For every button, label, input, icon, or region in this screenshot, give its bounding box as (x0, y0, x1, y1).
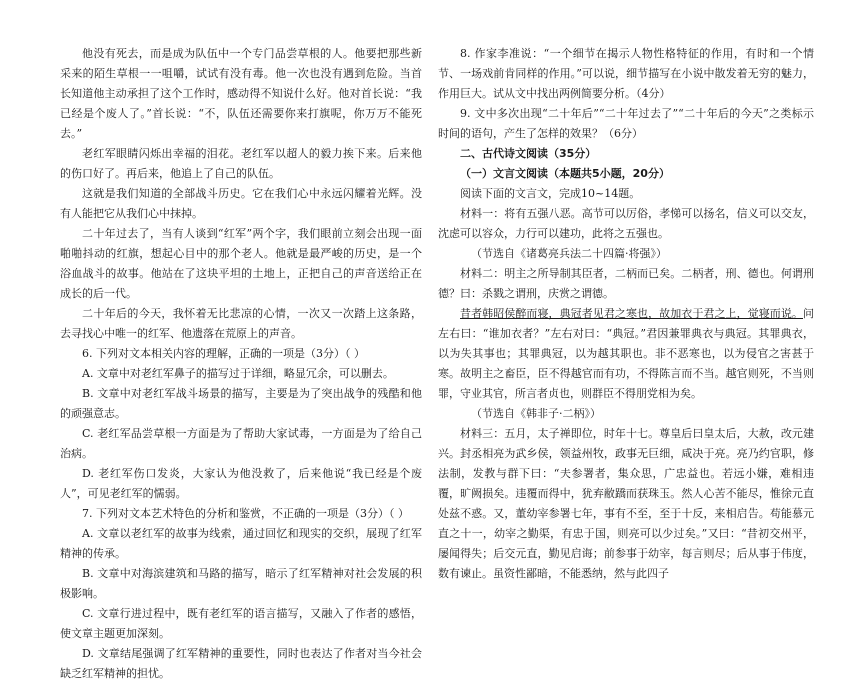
question-7-stem: 7. 下列对文本艺术特色的分析和鉴赏，不正确的一项是（3分）（ ） (82, 507, 409, 520)
material-3: 材料三：五月，太子禅即位，时年十七。尊皇后曰皇太后，大赦，改元建兴。封丞相亮为武乡侯，领益州牧，政事无巨细，咸决于亮。亮乃约官职，修法制，发教与群下曰：“夫参署者，集众思，广忠益也。若远小嫌，难相违覆，旷阙损矣。违覆而得中，犹弃敝蹻而获珠玉。然人心苦不能尽，惟徐元直处兹不惑。又，董幼宰参署七年，事有不至，至于十反，来相启告。苟能慕元直之十一，幼宰之勤渠，有忠于国，则亮可以少过矣。”又曰：“昔初交州平，屡闻得失；后交元直，勤见启诲；前参事于幼宰，每言则尽；后从事于伟度，数有谏止。虽资性鄙暗，不能悉纳，然与此四子 (438, 427, 814, 580)
material-2: 材料二：明主之所导制其臣者，二柄而已矣。二柄者，刑、德也。何谓刑德？曰：杀戮之谓刑，庆赏之谓德。 (438, 267, 814, 300)
question-6-option-b[interactable]: B. 文章中对老红军战斗场景的描写，主要是为了突出战争的残酷和他的顽强意志。 (60, 387, 422, 420)
section-title: 二、古代诗文阅读（35分） (460, 147, 597, 160)
question-6-option-c[interactable]: C. 老红军品尝草根一方面是为了帮助大家试毒，一方面是为了给自己治病。 (60, 427, 422, 460)
material-1-source: （节选自《诸葛亮兵法二十四篇·将强》） (471, 247, 667, 260)
question-7-option-a[interactable]: A. 文章以老红军的故事为线索，通过回忆和现实的交织，展现了红军精神的传承。 (60, 527, 422, 560)
question-7-option-c[interactable]: C. 文章行进过程中，既有老红军的语言描写，又融入了作者的感悟，使文章主题更加深刻。 (60, 607, 422, 640)
question-6-option-a[interactable]: A. 文章中对老红军鼻子的描写过于详细，略显冗余，可以删去。 (82, 367, 394, 380)
underlined-sentence: 昔者韩昭侯醉而寝，典冠者见君之寒也，故加衣于君之上，觉寝而说。 (460, 307, 803, 320)
question-6-stem: 6. 下列对文本相关内容的理解，正确的一项是（3分）（ ） (82, 347, 365, 360)
material-2-continued: 昔者韩昭侯醉而寝，典冠者见君之寒也，故加衣于君之上，觉寝而说。问左右曰：“谁加衣者？”左右对曰：“典冠。”君因兼罪典衣与典冠。其罪典衣，以为失其事也；其罪典冠，以为越其职也。非不恶寒也，以为侵官之害甚于寒。故明主之畜臣，臣不得越官而有功，不得陈言而不当。越官则死，不当则罪，守业其官，所言者贞也，则群臣不得朋党相为矣。 (438, 307, 814, 400)
material-1: 材料一：将有五强八恶。高节可以厉俗，孝悌可以扬名，信义可以交友，沈虑可以容众，力行可以建功，此将之五强也。 (438, 207, 814, 240)
question-6-option-d[interactable]: D. 老红军伤口发炎，大家认为他没救了，后来他说“我已经是个废人”，可见老红军的懦弱。 (60, 467, 422, 500)
subsection-title: （一）文言文阅读（本题共5小题，20分） (460, 167, 670, 180)
story-paragraph: 二十年过去了，当有人谈到“红军”两个字，我们眼前立刻会出现一面啪啪抖动的红旗，想起心目中的那个老人。他就是最严峻的历史，是一个浴血战斗的故事。他站在了这块平坦的土地上，正把自己的声音送给正在成长的后一代。 (60, 227, 422, 300)
right-column (438, 44, 814, 584)
material-2-source: （节选自《韩非子·二柄》） (471, 407, 601, 420)
story-paragraph: 二十年后的今天，我怀着无比悲凉的心情，一次又一次踏上这条路，去寻找心中唯一的红军、他遗落在荒原上的声音。 (60, 307, 422, 340)
left-column (60, 44, 422, 684)
story-paragraph: 这就是我们知道的全部战斗历史。它在我们心中永远闪耀着光辉。没有人能把它从我们心中抹掉。 (60, 187, 422, 220)
story-paragraph: 老红军眼睛闪烁出幸福的泪花。老红军以超人的毅力挨下来。后来他的伤口好了。再后来，他追上了自己的队伍。 (60, 147, 422, 180)
question-8: 8. 作家李准说：“一个细节在揭示人物性格特征的作用，有时和一个情节、一场戏前肯同样的作用。”可以说，细节描写在小说中散发着无穷的魅力，作用巨大。试从文中找出两例简要分析。（4分） (438, 47, 814, 100)
question-7-option-d[interactable]: D. 文章结尾强调了红军精神的重要性，同时也表达了作者对当今社会缺乏红军精神的担忧。 (60, 647, 422, 680)
question-9: 9. 文中多次出现“二十年后”“二十年过去了”“二十年后的今天”之类标示时间的语句，产生了怎样的效果？（6分） (438, 107, 814, 140)
question-7-option-b[interactable]: B. 文章中对海滨建筑和马路的描写，暗示了红军精神对社会发展的积极影响。 (60, 567, 422, 600)
story-paragraph: 他没有死去，而是成为队伍中一个专门品尝草根的人。他要把那些新采来的陌生草根一一咀嚼，试试有没有毒。他一次也没有遇到危险。当首长知道他主动承担了这个工作时，感动得不知说什么好。他对首长说：“我已经是个废人了。”首长说：“不，队伍还需要你来打旗呢，你万万不能死去。” (60, 47, 422, 140)
instruction: 阅读下面的文言文，完成10~14题。 (460, 187, 641, 200)
